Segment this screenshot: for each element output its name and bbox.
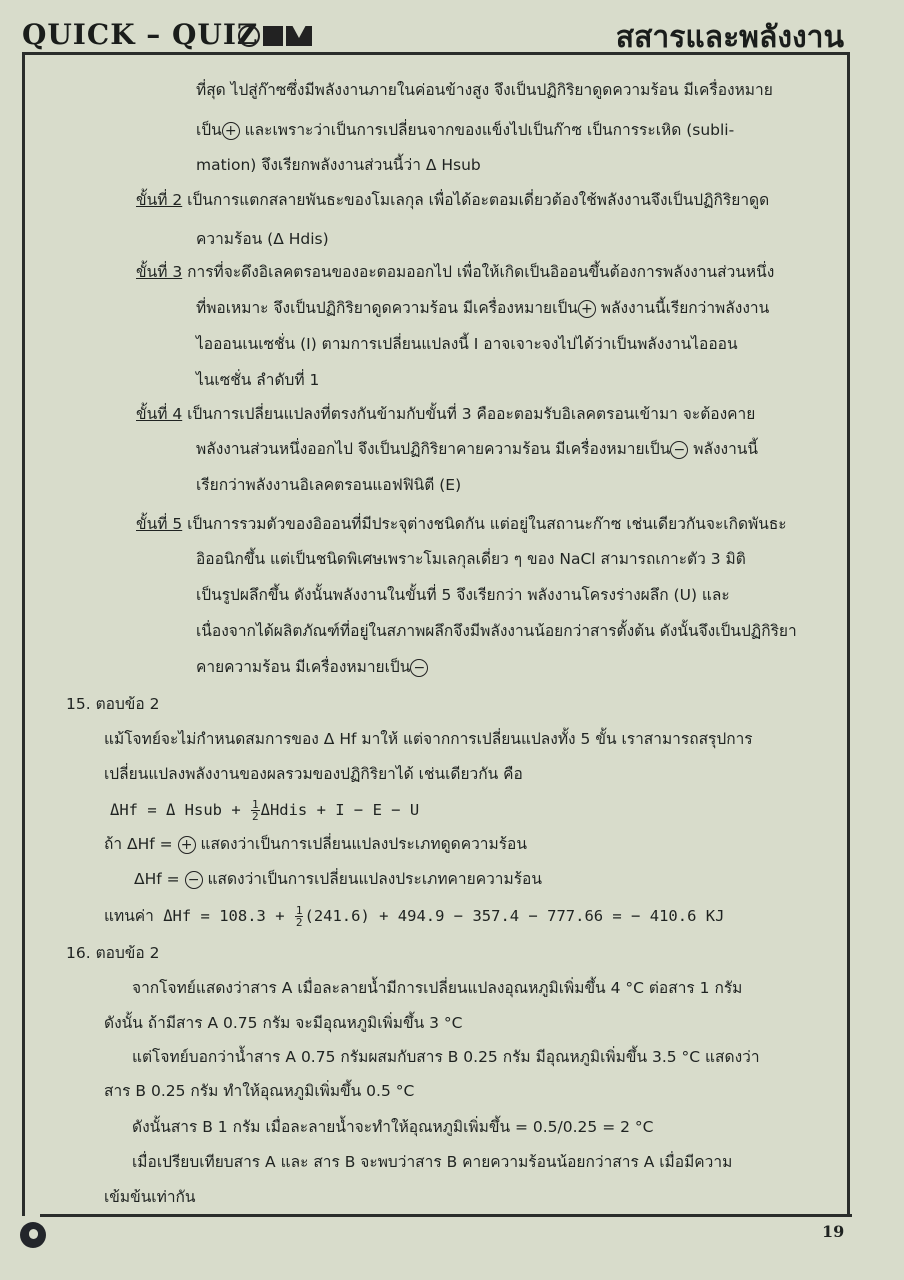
text-line <box>134 869 542 889</box>
text-segment: ΔHdis + I − E − U <box>260 801 420 819</box>
fraction-denominator: 2 <box>295 916 303 929</box>
circled-plus-icon: + <box>578 300 596 318</box>
text-segment: ไนเซชั่น ลำดับที่ 1 <box>196 371 320 389</box>
text-line <box>196 439 758 459</box>
brand-logo-icon <box>238 24 314 48</box>
text-line <box>104 834 527 854</box>
circled-plus-icon: + <box>178 836 196 854</box>
text-segment: ไอออนเนเซชั่น (I) ตามการเปลี่ยนแปลงนี้ I อาจเจาะจงไปได้ว่าเป็นพลังงานไอออน <box>196 335 738 353</box>
text-segment: พลังงานนี้เรียกว่าพลังงาน <box>595 299 770 317</box>
text-segment: ที่พอเหมาะ จึงเป็นปฏิกิริยาดูดความร้อน มีเครื่องหมายเป็น <box>196 299 578 317</box>
text-segment: เป็นการเปลี่ยนแปลงที่ตรงกันข้ามกับขั้นที่ 3 คืออะตอมรับอิเลคตรอนเข้ามา จะต้องคาย <box>182 405 756 423</box>
text-line <box>104 1081 414 1101</box>
text-line <box>66 694 159 714</box>
text-segment: เข้มข้นเท่ากัน <box>104 1188 196 1206</box>
text-line <box>136 404 755 424</box>
text-segment: เมื่อเปรียบเทียบสาร A และ สาร B จะพบว่าสาร B คายความร้อนน้อยกว่าสาร A เมื่อมีความ <box>132 1153 733 1171</box>
page-header <box>0 0 904 60</box>
text-line <box>196 475 461 495</box>
text-line <box>136 514 787 534</box>
text-segment: ดังนั้นสาร B 1 กรัม เมื่อละลายน้ำจะทำให้อุณหภูมิเพิ่มขึ้น = 0.5/0.25 = 2 °C <box>132 1118 654 1136</box>
text-line <box>132 978 742 998</box>
text-segment: เป็นการแตกสลายพันธะของโมเลกุล เพื่อได้อะตอมเดี่ยวต้องใช้พลังงานจึงเป็นปฏิกิริยาดูด <box>182 191 770 209</box>
text-segment: แม้โจทย์จะไม่กำหนดสมการของ Δ Hf มาให้ แต่จากการเปลี่ยนแปลงทั้ง 5 ขั้น เราสามารถสรุปการ <box>104 730 753 748</box>
frame-bottom-rule <box>40 1214 852 1217</box>
text-segment: คายความร้อน มีเครื่องหมายเป็น <box>196 658 411 676</box>
circled-minus-icon: − <box>670 441 688 459</box>
text-segment: ΔHf = Δ Hsub + <box>110 801 250 819</box>
fraction-denominator: 2 <box>251 810 259 823</box>
text-line <box>104 729 753 749</box>
text-line <box>104 764 523 784</box>
text-line <box>66 943 159 963</box>
text-segment: 16. ตอบข้อ 2 <box>66 944 160 962</box>
text-line <box>132 1047 760 1067</box>
text-segment: เรียกว่าพลังงานอิเลคตรอนแอฟฟินิตี (E) <box>196 476 462 494</box>
topic-title: สสารและพลังงาน <box>615 20 844 55</box>
text-segment: จากโจทย์แสดงว่าสาร A เมื่อละลายน้ำมีการเปลี่ยนแปลงอุณหภูมิเพิ่มขึ้น 4 °C ต่อสาร 1 กรัม <box>132 979 743 997</box>
text-line <box>196 298 769 318</box>
text-line <box>104 1187 196 1207</box>
text-segment: 15. ตอบข้อ 2 <box>66 695 160 713</box>
text-line <box>132 1152 732 1172</box>
text-segment: เป็น <box>196 121 222 139</box>
text-line <box>196 155 481 175</box>
text-line <box>196 334 738 354</box>
text-line <box>132 1117 653 1137</box>
circled-minus-icon: − <box>410 659 428 677</box>
text-segment: การที่จะดึงอิเลคตรอนของอะตอมออกไป เพื่อให้เกิดเป็นอิออนขึ้นต้องการพลังงานส่วนหนึ่ง <box>182 263 775 281</box>
brand-title: QUICK – QUIZ <box>22 18 259 51</box>
text-line <box>196 585 730 605</box>
text-line <box>196 120 734 140</box>
fraction-numerator: 1 <box>251 798 259 811</box>
text-segment: และเพราะว่าเป็นการเปลี่ยนจากของแข็งไปเป็นก๊าซ เป็นการระเหิด (subli- <box>239 121 735 139</box>
text-segment: ถ้า ΔHf = <box>104 835 178 853</box>
step-label: ขั้นที่ 2 <box>136 191 183 209</box>
text-segment: เปลี่ยนแปลงพลังงานของผลรวมของปฏิกิริยาได้ เช่นเดียวกัน คือ <box>104 765 523 783</box>
text-segment: พลังงานนี้ <box>688 440 759 458</box>
text-line <box>196 657 428 677</box>
step-label: ขั้นที่ 5 <box>136 515 183 533</box>
circled-plus-icon: + <box>222 122 240 140</box>
text-segment: (241.6) + 494.9 − 357.4 − 777.66 = − 410.6 KJ <box>304 907 725 925</box>
text-segment: เป็นการรวมตัวของอิออนที่มีประจุต่างชนิดกัน แต่อยู่ในสถานะก๊าซ เช่นเดียวกันจะเกิดพันธะ <box>182 515 787 533</box>
text-segment: ความร้อน (Δ Hdis) <box>196 230 329 248</box>
text-line <box>104 905 724 928</box>
text-line <box>136 190 769 210</box>
text-segment: เนื่องจากได้ผลิตภัณฑ์ที่อยู่ในสภาพผลึกจึงมีพลังงานน้อยกว่าสารตั้งต้น ดังนั้นจึงเป็นปฏิกิริยา <box>196 622 797 640</box>
text-line <box>136 262 774 282</box>
text-segment: พลังงานส่วนหนึ่งออกไป จึงเป็นปฏิกิริยาคายความร้อน มีเครื่องหมายเป็น <box>196 440 671 458</box>
text-line <box>196 229 329 249</box>
text-segment: ΔHf = <box>134 870 185 888</box>
text-segment: ที่สุด ไปสู่ก๊าซซึ่งมีพลังงานภายในค่อนข้างสูง จึงเป็นปฏิกิริยาดูดความร้อน มีเครื่องหมาย <box>196 81 773 99</box>
step-label: ขั้นที่ 3 <box>136 263 183 281</box>
circled-minus-icon: − <box>185 871 203 889</box>
step-label: ขั้นที่ 4 <box>136 405 183 423</box>
text-line <box>196 370 319 390</box>
text-segment: แทนค่า ΔHf = 108.3 + <box>104 907 294 925</box>
text-segment: อิออนิกขึ้น แต่เป็นชนิดพิเศษเพราะโมเลกุลเดี่ยว ๆ ของ NaCl สามารถเกาะตัว 3 มิติ <box>196 550 746 568</box>
text-segment: mation) จึงเรียกพลังงานส่วนนี้ว่า Δ Hsub <box>196 156 481 174</box>
text-line <box>104 1013 462 1033</box>
corner-ornament-icon <box>20 1222 46 1248</box>
text-segment: แสดงว่าเป็นการเปลี่ยนแปลงประเภทดูดความร้อน <box>195 835 527 853</box>
text-segment: แต่โจทย์บอกว่าน้ำสาร A 0.75 กรัมผสมกับสาร B 0.25 กรัม มีอุณหภูมิเพิ่มขึ้น 3.5 °C แสดงว่า <box>132 1048 760 1066</box>
text-segment: เป็นรูปผลึกขึ้น ดังนั้นพลังงานในขั้นที่ 5 จึงเรียกว่า พลังงานโครงร่างผลึก (U) และ <box>196 586 730 604</box>
text-line <box>110 799 419 822</box>
text-line <box>196 549 746 569</box>
text-line <box>196 80 773 100</box>
fraction-numerator: 1 <box>295 904 303 917</box>
text-line <box>196 621 797 641</box>
fraction <box>251 799 260 822</box>
page-number: 19 <box>822 1222 845 1241</box>
text-segment: สาร B 0.25 กรัม ทำให้อุณหภูมิเพิ่มขึ้น 0.5 °C <box>104 1082 415 1100</box>
fraction <box>295 905 304 928</box>
text-segment: ดังนั้น ถ้ามีสาร A 0.75 กรัม จะมีอุณหภูมิเพิ่มขึ้น 3 °C <box>104 1014 463 1032</box>
text-segment: แสดงว่าเป็นการเปลี่ยนแปลงประเภทคายความร้อน <box>202 870 542 888</box>
